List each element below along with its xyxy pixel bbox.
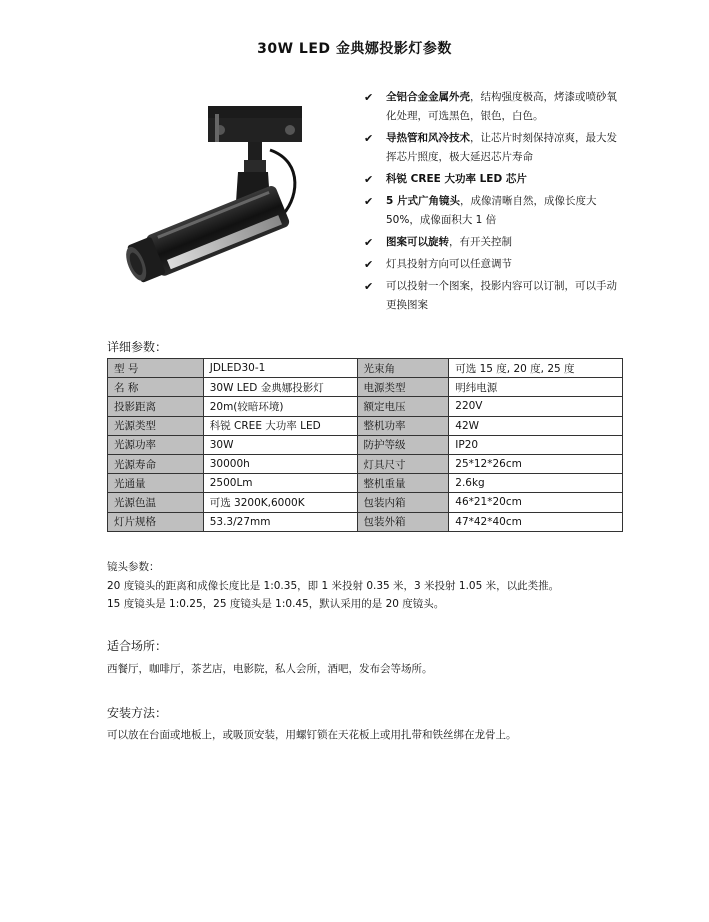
- spec-value-cell: JDLED30-1: [203, 359, 357, 378]
- spec-row: [108, 493, 623, 512]
- spec-row: [108, 397, 623, 416]
- spec-key-cell: 光源色温: [108, 493, 204, 512]
- feature-item: ✔ 5 片式广角镜头，成像清晰自然，成像长度大 50%，成像面积大 1 倍: [362, 192, 622, 230]
- checkmark-icon: ✔: [364, 132, 374, 145]
- spec-key-cell: 光源寿命: [108, 454, 204, 473]
- feature-item: ✔ 灯具投射方向可以任意调节: [362, 255, 622, 274]
- spec-value-cell: 42W: [449, 416, 623, 435]
- spec-value-cell: 明纬电源: [449, 378, 623, 397]
- feature-item: ✔ 可以投射一个图案，投影内容可以订制，可以手动更换图案: [362, 277, 622, 315]
- spec-key-cell: 包装内箱: [357, 493, 449, 512]
- spec-key-cell: 投影距离: [108, 397, 204, 416]
- spec-value-cell: 可选 15 度, 20 度, 25 度: [449, 359, 623, 378]
- checkmark-icon: ✔: [364, 173, 374, 186]
- spec-value-cell: IP20: [449, 435, 623, 454]
- spec-key-cell: 整机重量: [357, 474, 449, 493]
- spec-key-cell: 电源类型: [357, 378, 449, 397]
- spec-value-cell: 220V: [449, 397, 623, 416]
- spec-value-cell: 30W: [203, 435, 357, 454]
- spec-key-cell: 光源功率: [108, 435, 204, 454]
- checkmark-icon: ✔: [364, 258, 374, 271]
- feature-item: ✔ 全铝合金金属外壳，结构强度极高，烤漆或喷砂氧化处理，可选黑色，银色，白色。: [362, 88, 622, 126]
- lens-description: [107, 577, 559, 613]
- lens-line: 15 度镜头是 1:0.25，25 度镜头是 1:0.45，默认采用的是 20 度镜头。: [107, 598, 445, 610]
- spec-row: [108, 512, 623, 531]
- projector-lamp-image: [120, 92, 310, 292]
- spec-key-cell: 光束角: [357, 359, 449, 378]
- spec-value-cell: 20m(较暗环境): [203, 397, 357, 416]
- spec-key-cell: 防护等级: [357, 435, 449, 454]
- feature-item: ✔ 导热管和风冷技术，让芯片时刻保持凉爽，最大发挥芯片照度，极大延迟芯片寿命: [362, 129, 622, 167]
- spec-value-cell: 30W LED 金典娜投影灯: [203, 378, 357, 397]
- spec-value-cell: 2500Lm: [203, 474, 357, 493]
- spec-key-cell: 灯片规格: [108, 512, 204, 531]
- install-heading: 安装方法：: [107, 706, 168, 720]
- spec-key-cell: 名 称: [108, 378, 204, 397]
- checkmark-icon: ✔: [364, 280, 374, 293]
- venues-text: 西餐厅，咖啡厅，茶艺店，电影院，私人会所，酒吧，发布会等场所。: [107, 663, 433, 675]
- feature-list: [362, 88, 622, 318]
- spec-value-cell: 科锐 CREE 大功率 LED: [203, 416, 357, 435]
- checkmark-icon: ✔: [364, 236, 374, 249]
- spec-row: [108, 454, 623, 473]
- spec-key-cell: 光通量: [108, 474, 204, 493]
- checkmark-icon: ✔: [364, 195, 374, 208]
- spec-row: [108, 359, 623, 378]
- venues-heading: 适合场所：: [107, 639, 168, 653]
- spec-value-cell: 53.3/27mm: [203, 512, 357, 531]
- lens-line: 20 度镜头的距离和成像长度比是 1:0.35，即 1 米投射 0.35 米，3 米投射 1.05 米，以此类推。: [107, 580, 560, 592]
- spec-value-cell: 47*42*40cm: [449, 512, 623, 531]
- spec-key-cell: 灯具尺寸: [357, 454, 449, 473]
- spec-row: [108, 378, 623, 397]
- spec-key-cell: 光源类型: [108, 416, 204, 435]
- spec-key-cell: 整机功率: [357, 416, 449, 435]
- spec-row: [108, 435, 623, 454]
- spec-value-cell: 30000h: [203, 454, 357, 473]
- spec-table: [107, 358, 623, 532]
- spec-key-cell: 型 号: [108, 359, 204, 378]
- page-title: 30W LED 金典娜投影灯参数: [257, 41, 452, 57]
- spec-row: [108, 474, 623, 493]
- spec-key-cell: 额定电压: [357, 397, 449, 416]
- spec-row: [108, 416, 623, 435]
- spec-value-cell: 可选 3200K,6000K: [203, 493, 357, 512]
- install-text: 可以放在台面或地板上，或吸顶安装，用螺钉锁在天花板上或用扎带和铁丝绑在龙骨上。: [107, 729, 517, 741]
- spec-value-cell: 46*21*20cm: [449, 493, 623, 512]
- feature-item: ✔ 科锐 CREE 大功率 LED 芯片: [362, 170, 622, 189]
- spec-value-cell: 2.6kg: [449, 474, 623, 493]
- spec-key-cell: 包装外箱: [357, 512, 449, 531]
- spec-section-heading: 详细参数：: [107, 340, 168, 354]
- checkmark-icon: ✔: [364, 91, 374, 104]
- feature-item: ✔ 图案可以旋转，有开关控制: [362, 233, 622, 252]
- spec-value-cell: 25*12*26cm: [449, 454, 623, 473]
- lens-heading: 镜头参数：: [107, 561, 160, 573]
